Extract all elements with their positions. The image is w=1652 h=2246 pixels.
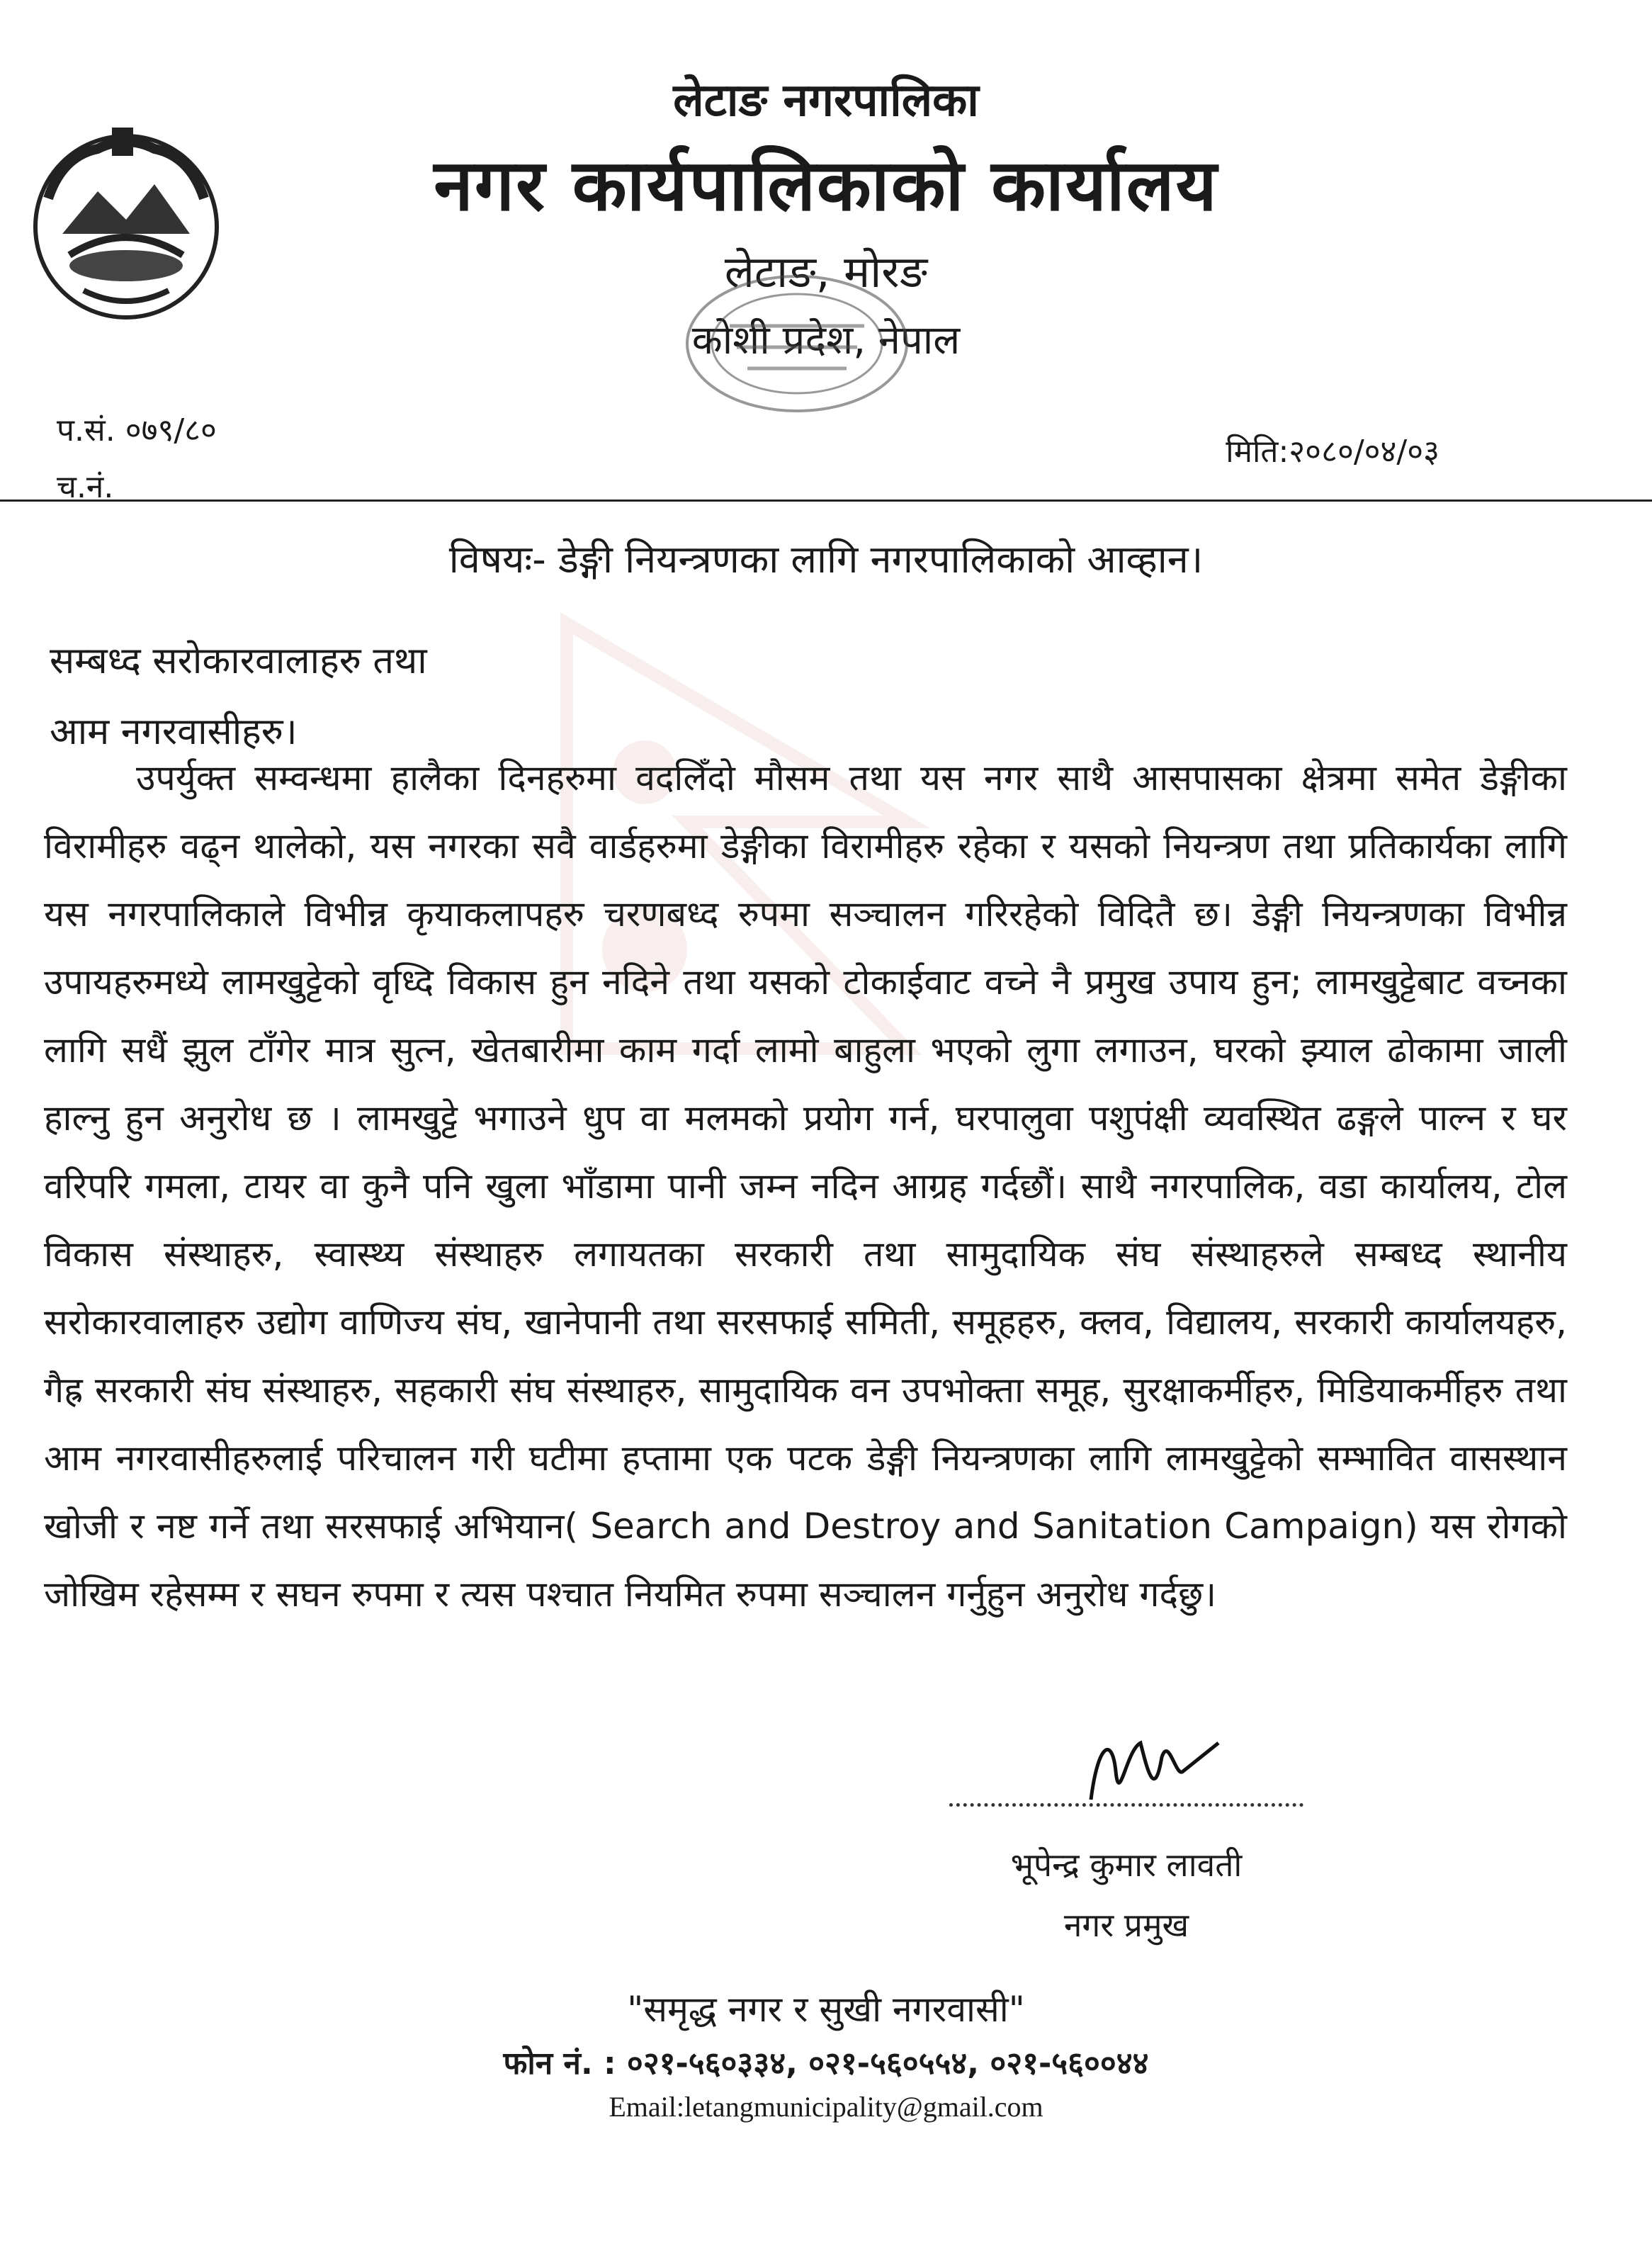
dispatch-number: च.नं. (57, 469, 114, 505)
letter-subject: विषयः- डेङ्गी नियन्त्रणका लागि नगरपालिकाको आव्हान। (448, 537, 1204, 582)
handwritten-signature-icon (1077, 1729, 1233, 1814)
signatory-name: भूपेन्द्र कुमार लावती (1010, 1846, 1243, 1884)
footer-email: Email:letangmunicipality@gmail.com (609, 2091, 1043, 2123)
address-line-2: कोशी प्रदेश, नेपाल (691, 317, 961, 363)
footer-slogan: "समृद्ध नगर र सुखी नगरवासी" (627, 1989, 1025, 2030)
body-paragraph: उपर्युक्त सम्वन्धमा हालैका दिनहरुमा वदलिँदो मौसम तथा यस नगर साथै आसपासका क्षेत्रमा समेत डेङ्गीका विरामीहरु वढ्न थालेको, यस नगरका सवै वार्डहरुमा डेङ्गीका विरामीहरु रहेका र यसको नियन्त्रण तथा प्रतिकार्यका लागि यस नगरपालिकाले विभीन्न कृयाकलापहरु चरणबध्द रुपमा सञ्चालन गरिरहेको विदितै छ। डेङ्गी नियन्त्रणका विभीन्न उपायहरुमध्ये लामखुट्टेको वृध्दि विकास हुन नदिने तथा यसको टोकाईवाट वच्ने नै प्रमुख उपाय हुन; लामखुट्टेबाट वच्नका लागि सधैं झुल टाँगेर मात्र सुत्न, खेतबारीमा काम गर्दा लामो बाहुला भएको लुगा लगाउन, घरको झ्याल ढोकामा जाली हाल्नु हुन अनुरोध छ । लामखुट्टे भगाउने धुप वा मलमको प्रयोग गर्न, घरपालुवा पशुपंक्षी व्यवस्थित ढङ्गले पाल्न र घर वरिपरि गमला, टायर वा कुनै पनि खुला भाँडामा पानी जम्न नदिन आग्रह गर्दछौं। साथै नगरपालिक, वडा कार्यालय, टोल विकास संस्थाहरु, स्वास्थ्य संस्थाहरु लगायतका सरकारी तथा सामुदायिक संघ संस्थाहरुले सम्बध्द स्थानीय सरोकारवालाहरु उद्योग वाणिज्य संघ, खानेपानी तथा सरसफाई समिती, समूहहरु, क्लव, विद्यालय, सरकारी कार्यालयहरु, गैह्र सरकारी संघ संस्थाहरु, सहकारी संघ संस्थाहरु, सामुदायिक वन उपभोक्ता समूह, सुरक्षाकर्मीहरु, मिडियाकर्मीहरु तथा आम नगरवासीहरुलाई परिचालन गरी घटीमा हप्तामा एक पटक डेङ्गी नियन्त्रणका लागि लामखुट्टेको सम्भावित वासस्थान खोजी र नष्ट गर्ने तथा सरसफाई अभियान( Search and Destroy and Sanitation Campaign) यस रोगको जोखिम रहेसम्म र सघन रुपमा र त्यस पश्चात नियमित रुपमा सञ्चालन गर्नुहुन अनुरोध गर्दछु। (44, 757, 1567, 1615)
signatory-title: नगर प्रमुख (1063, 1906, 1189, 1944)
letter-body (44, 744, 1567, 1628)
salutation-line-2: आम नगरवासीहरु। (50, 711, 298, 753)
header-divider (0, 500, 1652, 502)
reference-number: प.सं. ०७९/८० (57, 412, 217, 448)
footer-phone: फोन नं. : ०२१-५६०३३४, ०२१-५६०५५४, ०२१-५६००४४ (503, 2045, 1149, 2082)
municipality-name: लेटाङ नगरपालिका (673, 74, 979, 127)
signature-line (949, 1803, 1303, 1807)
letter-date: मिति:२०८०/०४/०३ (1226, 434, 1439, 470)
office-stamp-icon (680, 269, 914, 418)
address-line-1: लेटाङ, मोरङ (724, 246, 928, 298)
salutation-line-1: सम्बध्द सरोकारवालाहरु तथा (50, 640, 427, 682)
office-name: नगर कार्यपालिकाको कार्यालय (434, 144, 1218, 227)
